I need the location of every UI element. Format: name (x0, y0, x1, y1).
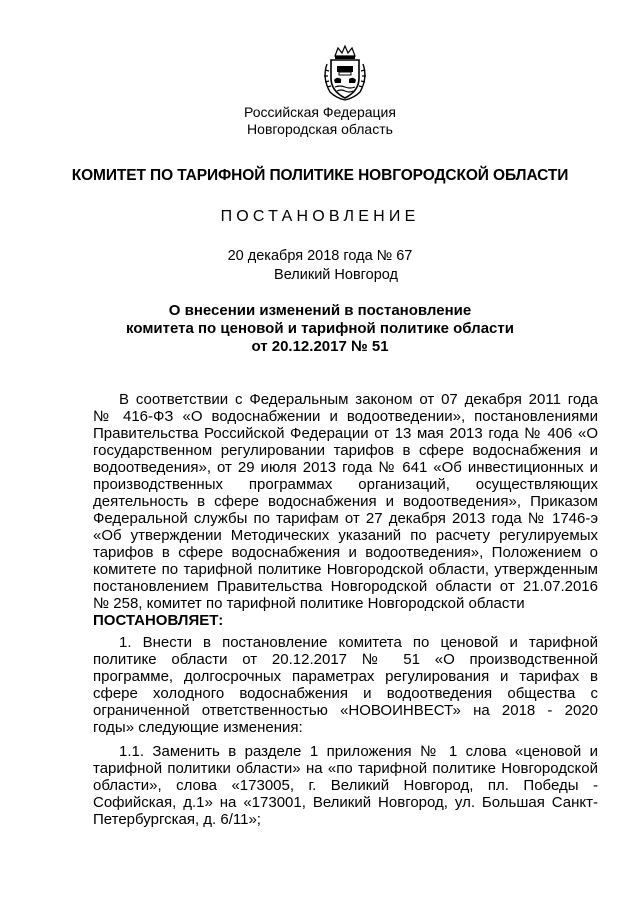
item-1-1-paragraph (93, 743, 598, 828)
text-line: Федеральной службы по тарифам от 27 декабря 2013 года № 1746-э (93, 510, 598, 527)
text-line: постановлением Правительства Новгородской области от 21.07.2016 (93, 578, 598, 595)
text-line: годы» следующие изменения: (93, 719, 303, 736)
text-line: В соответствии с Федеральным законом от 07 декабря 2011 года (119, 391, 598, 408)
text-line: 1.1. Заменить в разделе 1 приложения № 1 слова «ценовой и (119, 743, 598, 760)
text-line: ограниченной ответственностью «НОВОИНВЕСТ» на 2018 - 2020 (93, 702, 598, 719)
text-line: № 258, комитет по тарифной политике Новгородской области (93, 595, 525, 612)
date-block (0, 247, 640, 285)
text-line: политике области от 20.12.2017 № 51 «О производственной (93, 651, 598, 668)
text-line: тарифной политики области» на «по тарифной политике Новгородской (93, 760, 598, 777)
text-line: Правительства Российской Федерации от 13 мая 2013 года № 406 «О (93, 425, 598, 442)
date-number: 20 декабря 2018 года № 67 (227, 248, 413, 264)
region-block (0, 104, 640, 138)
committee-name: КОМИТЕТ ПО ТАРИФНОЙ ПОЛИТИКЕ НОВГОРОДСКОЙ ОБЛАСТИ (71, 167, 569, 184)
text-line: производственных программах организаций, осуществляющих (93, 476, 598, 493)
document-type: ПОСТАНОВЛЕНИЕ (220, 208, 420, 225)
text-line: тарифов в сфере водоснабжения и водоотведения», Положением о (93, 544, 598, 561)
text-line: области», слова «173005, г. Великий Новгород, пл. Победы - (93, 777, 598, 794)
title-line: О внесении изменений в постановление (168, 302, 472, 319)
title-line: комитета по ценовой и тарифной политике области (126, 320, 514, 337)
text-line: 1. Внести в постановление комитета по ценовой и тарифной (119, 634, 598, 651)
text-line: водоотведения», от 29 июля 2013 года № 641 «Об инвестиционных и (93, 459, 598, 476)
region-name: Новгородская область (247, 121, 393, 137)
preamble-paragraph (93, 391, 598, 629)
text-line: комитете по тарифной политике Новгородской области, утвержденным (93, 561, 598, 578)
document-title (0, 302, 640, 356)
resolves-heading: ПОСТАНОВЛЯЕТ: (93, 612, 224, 629)
city-name: Великий Новгород (274, 267, 398, 283)
text-line: государственном регулировании тарифов в сфере водоснабжения и (93, 442, 598, 459)
text-line: № 416-ФЗ «О водоснабжении и водоотведении», постановлениями (93, 408, 598, 425)
country-name: Российская Федерация (244, 104, 396, 120)
novgorod-coat-of-arms-icon (318, 44, 372, 102)
text-line: программе, долгосрочных параметрах регулирования и тарифах в (93, 668, 598, 685)
text-line: Софийская, д.1» на «173001, Великий Новгород, ул. Большая Санкт- (93, 794, 598, 811)
text-line: «Об утверждении Методических указаний по расчету регулируемых (93, 527, 598, 544)
text-line: деятельность в сфере водоснабжения и водоотведения», Приказом (93, 493, 598, 510)
text-line: Петербургская, д. 6/11»; (93, 811, 261, 828)
item-1-paragraph (93, 634, 598, 736)
title-line: от 20.12.2017 № 51 (251, 338, 389, 355)
text-line: сфере холодного водоснабжения и водоотведения общества с (93, 685, 598, 702)
